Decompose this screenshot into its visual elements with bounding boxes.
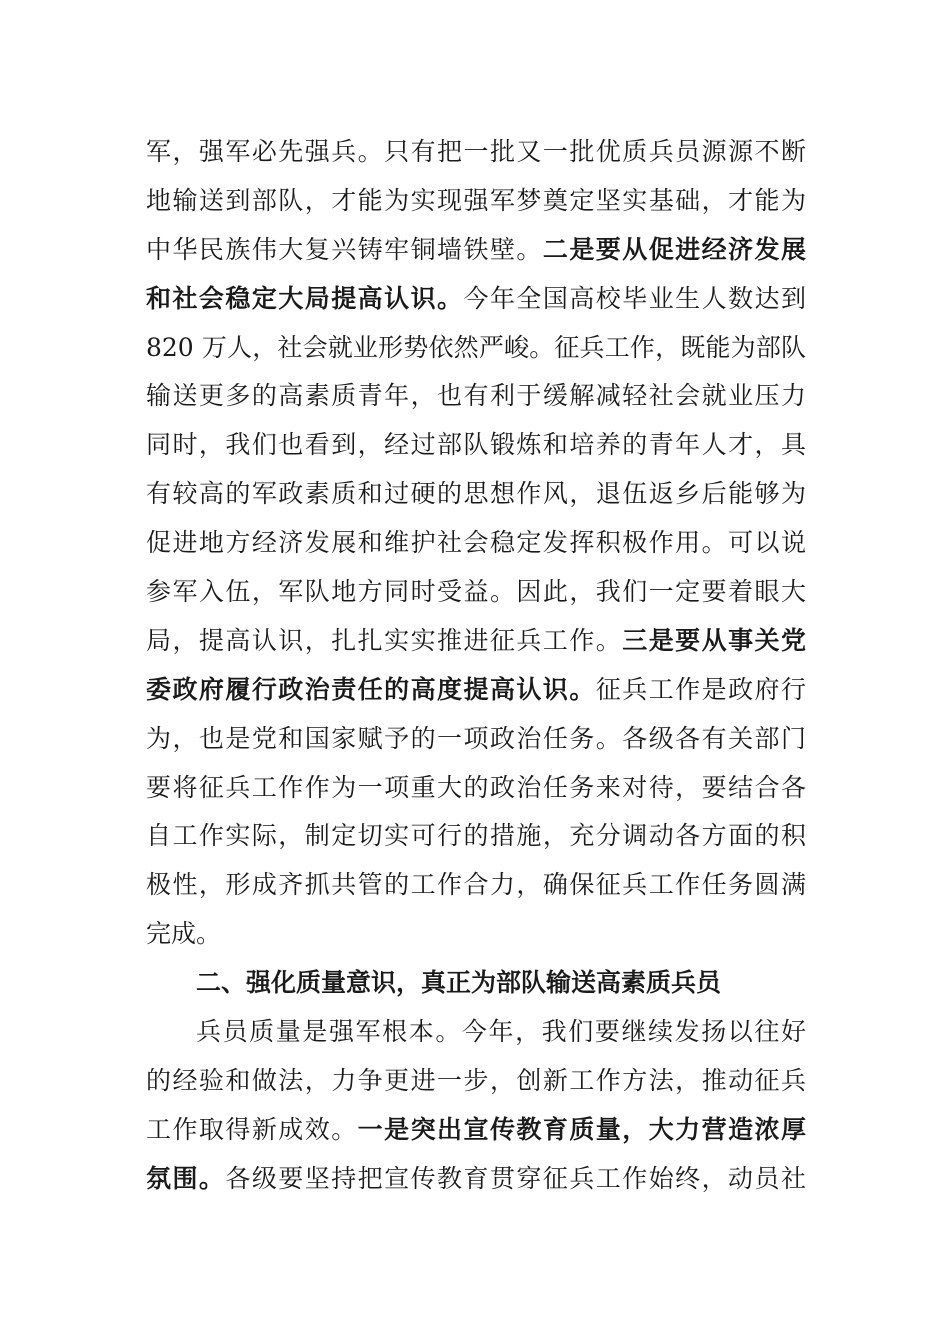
text-line: 完成。 xyxy=(146,919,222,949)
bold-lead-phrase: 三是要从事关党 xyxy=(622,625,806,655)
bold-lead-phrase: 委政府履行政治责任的高度提高认识。 xyxy=(146,674,596,704)
text-line: 输送更多的高素质青年，也有利于缓解减轻社会就业压力 xyxy=(146,381,806,411)
text-line: 的经验和做法，力争更进一步，创新工作方法，推动征兵 xyxy=(146,1065,806,1095)
text-line: 极性，形成齐抓共管的工作合力，确保征兵工作任务圆满 xyxy=(146,870,806,900)
text-line: 促进地方经济发展和维护社会稳定发挥积极作用。可以说 xyxy=(146,528,806,558)
text-line: 自工作实际，制定切实可行的措施，充分调动各方面的积 xyxy=(146,821,806,851)
text-line: 参军入伍，军队地方同时受益。因此，我们一定要着眼大 xyxy=(146,577,806,607)
paragraph-first-line: 兵员质量是强军根本。今年，我们要继续发扬以往好 xyxy=(196,1017,806,1047)
bold-lead-phrase: 和社会稳定大局提高认识。 xyxy=(146,283,464,313)
text-line: 中华民族伟大复兴铸牢铜墙铁壁。二是要从促进经济发展 xyxy=(146,234,806,264)
text-line: 军，强军必先强兵。只有把一批又一批优质兵员源源不断 xyxy=(146,137,806,166)
bold-lead-phrase: 二是要从促进经济发展 xyxy=(542,234,806,264)
text-line: 地输送到部队，才能为实现强军梦奠定坚实基础，才能为 xyxy=(146,185,806,215)
text-line: 同时，我们也看到，经过部队锻炼和培养的青年人才，具 xyxy=(146,430,806,460)
text-line: 氛围。各级要坚持把宣传教育贯穿征兵工作始终，动员社 xyxy=(146,1163,806,1193)
bold-lead-phrase: 氛围。 xyxy=(146,1163,226,1193)
text-line: 局，提高认识，扎扎实实推进征兵工作。三是要从事关党 xyxy=(146,625,806,655)
section-heading: 二、强化质量意识，真正为部队输送高素质兵员 xyxy=(196,968,722,998)
text-line: 为，也是党和国家赋予的一项政治任务。各级各有关部门 xyxy=(146,723,806,753)
text-line: 有较高的军政素质和过硬的思想作风，退伍返乡后能够为 xyxy=(146,479,806,509)
text-line: 820 万人，社会就业形势依然严峻。征兵工作，既能为部队 xyxy=(146,332,806,362)
text-line: 要将征兵工作作为一项重大的政治任务来对待，要结合各 xyxy=(146,772,806,802)
bold-lead-phrase: 一是突出宣传教育质量，大力营造浓厚 xyxy=(357,1114,806,1144)
body-text xyxy=(146,128,806,1204)
text-line: 和社会稳定大局提高认识。今年全国高校毕业生人数达到 xyxy=(146,283,806,313)
text-line: 委政府履行政治责任的高度提高认识。征兵工作是政府行 xyxy=(146,674,806,704)
text-line: 工作取得新成效。一是突出宣传教育质量，大力营造浓厚 xyxy=(146,1114,806,1144)
